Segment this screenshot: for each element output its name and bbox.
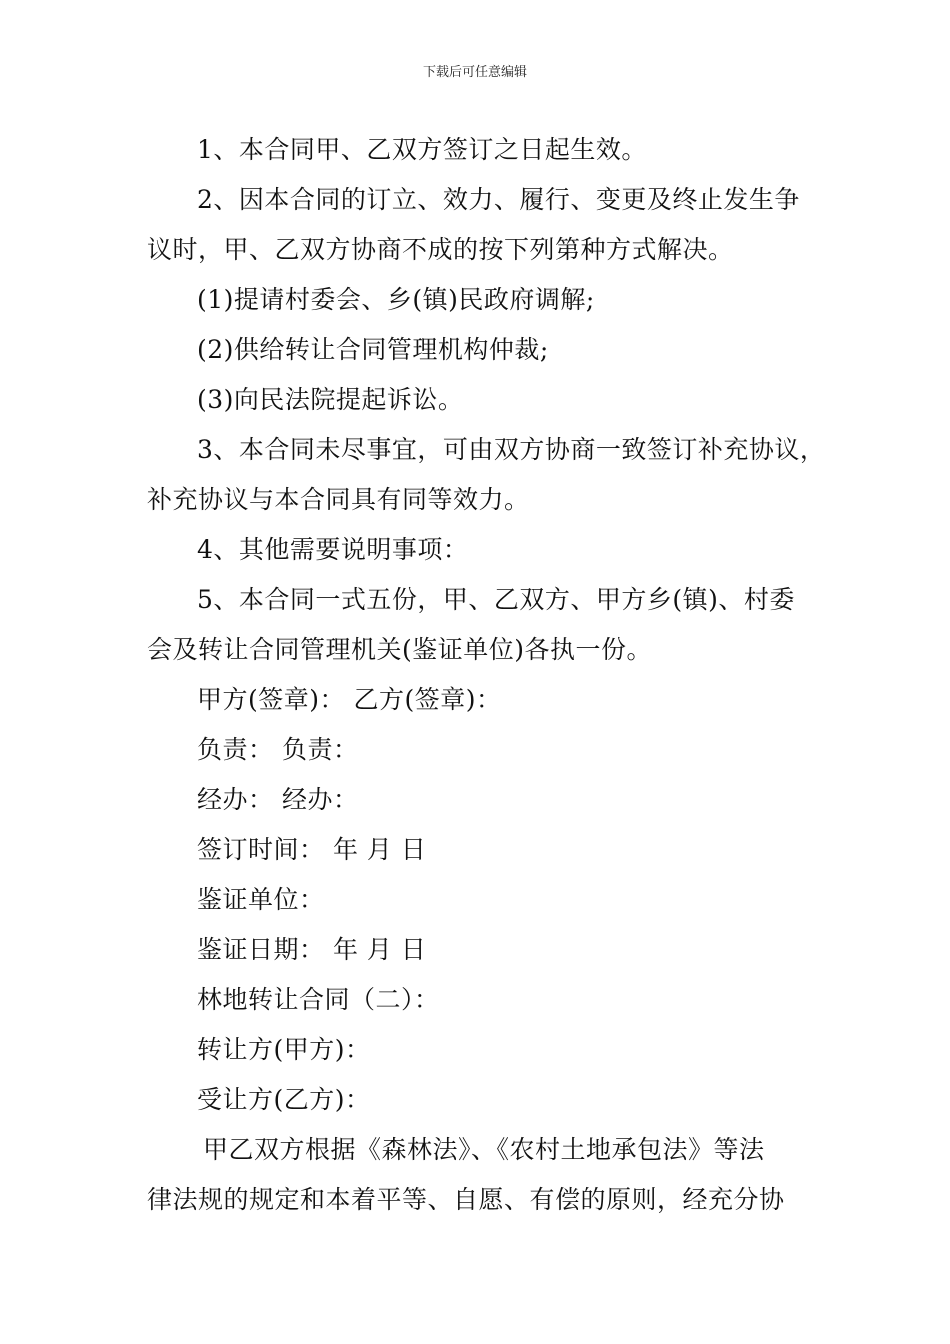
option-2: (2)供给转让合同管理机构仲裁; (197, 335, 549, 364)
clause-1: 1、本合同甲、乙双方签订之日起生效。 (197, 135, 647, 164)
transferor-party: 转让方(甲方)： (197, 1035, 371, 1064)
clause-3-line-2: 补充协议与本合同具有同等效力。 (147, 485, 530, 514)
page-header: 下载后可任意编辑 (422, 65, 527, 80)
preamble-line-2: 律法规的规定和本着平等、自愿、有偿的原则，经充分协 (147, 1185, 785, 1214)
preamble-line-1: 甲乙双方根据《森林法》、《农村土地承包法》等法 (203, 1135, 765, 1164)
clause-5-line-2: 会及转让合同管理机关(鉴证单位)各执一份。 (147, 635, 653, 664)
option-1: (1)提请村委会、乡(镇)民政府调解; (197, 285, 595, 314)
signing-date: 签订时间： 年 月 日 (197, 835, 427, 864)
clause-2-line-1: 2、因本合同的订立、效力、履行、变更及终止发生争 (197, 185, 800, 214)
signature-parties: 甲方(签章)： 乙方(签章)： (197, 685, 502, 714)
clause-4: 4、其他需要说明事项： (197, 535, 469, 564)
clause-5-line-1: 5、本合同一式五份，甲、乙双方、甲方乡(镇)、村委 (197, 585, 795, 614)
option-3: (3)向民法院提起诉讼。 (197, 385, 464, 414)
clause-3-line-1: 3、本合同未尽事宜，可由双方协商一致签订补充协议， (197, 435, 826, 464)
contract-2-title: 林地转让合同（二）： (197, 985, 440, 1014)
clause-2-line-2: 议时，甲、乙双方协商不成的按下列第种方式解决。 (147, 235, 734, 264)
verification-date: 鉴证日期： 年 月 日 (197, 935, 427, 964)
signature-handler: 经办： 经办： (197, 785, 359, 814)
contract-body (147, 125, 826, 1225)
signature-responsible: 负责： 负责： (197, 735, 359, 764)
verification-unit: 鉴证单位： (197, 885, 325, 914)
transferee-party: 受让方(乙方)： (197, 1085, 371, 1114)
